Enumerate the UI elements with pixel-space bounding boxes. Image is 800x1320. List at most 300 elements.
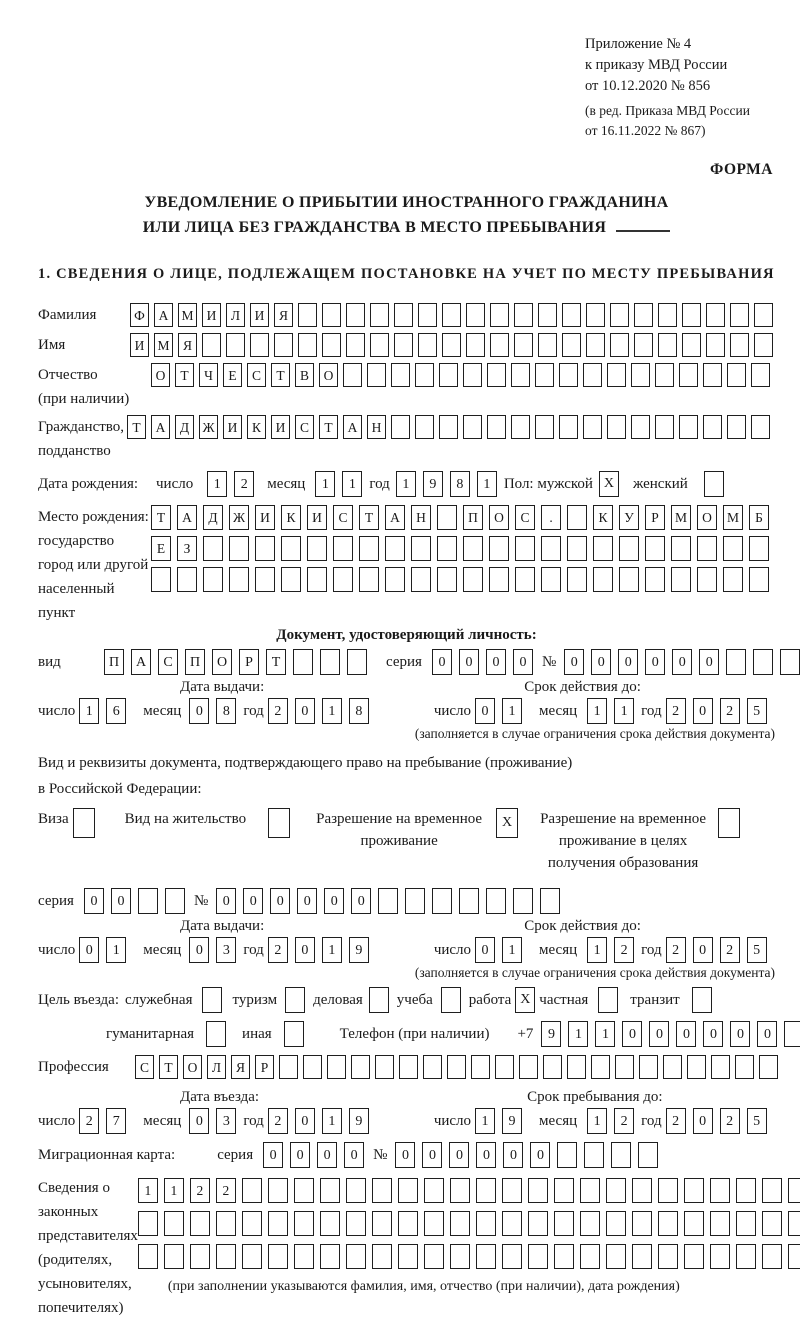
- char-cell[interactable]: [645, 536, 665, 561]
- char-cell[interactable]: [610, 303, 629, 327]
- char-cell[interactable]: [327, 1055, 346, 1079]
- char-cell[interactable]: П: [104, 649, 124, 675]
- char-cell[interactable]: [226, 333, 245, 357]
- char-cell[interactable]: 0: [591, 649, 611, 675]
- char-cell[interactable]: 1: [475, 1108, 495, 1134]
- char-cell[interactable]: [562, 333, 581, 357]
- char-cell[interactable]: 0: [189, 937, 209, 963]
- char-cell[interactable]: Я: [231, 1055, 250, 1079]
- char-cell[interactable]: [294, 1244, 314, 1269]
- char-cell[interactable]: [229, 536, 249, 561]
- char-cell[interactable]: 1: [207, 471, 227, 497]
- char-cell[interactable]: А: [154, 303, 173, 327]
- char-cell[interactable]: [610, 333, 629, 357]
- char-cell[interactable]: 1: [396, 471, 416, 497]
- char-cell[interactable]: [375, 1055, 394, 1079]
- char-cell[interactable]: 0: [530, 1142, 550, 1168]
- char-cell[interactable]: [320, 1178, 340, 1203]
- char-cell[interactable]: [658, 333, 677, 357]
- char-cell[interactable]: 0: [79, 937, 99, 963]
- char-cell[interactable]: [398, 1244, 418, 1269]
- char-cell[interactable]: 0: [459, 649, 479, 675]
- char-cell[interactable]: [322, 303, 341, 327]
- char-cell[interactable]: [307, 567, 327, 592]
- char-cell[interactable]: 0: [344, 1142, 364, 1168]
- char-cell[interactable]: [658, 303, 677, 327]
- char-cell[interactable]: [279, 1055, 298, 1079]
- char-cell[interactable]: [385, 567, 405, 592]
- char-cell[interactable]: [554, 1244, 574, 1269]
- char-cell[interactable]: [476, 1244, 496, 1269]
- char-cell[interactable]: [320, 649, 340, 675]
- char-cell[interactable]: 1: [315, 471, 335, 497]
- char-cell[interactable]: 2: [234, 471, 254, 497]
- purpose-humanitarian-checkbox[interactable]: [206, 1021, 226, 1047]
- char-cell[interactable]: 2: [268, 1108, 288, 1134]
- char-cell[interactable]: [450, 1211, 470, 1236]
- char-cell[interactable]: [638, 1142, 658, 1168]
- char-cell[interactable]: [151, 567, 171, 592]
- char-cell[interactable]: [580, 1211, 600, 1236]
- char-cell[interactable]: [687, 1055, 706, 1079]
- char-cell[interactable]: Я: [178, 333, 197, 357]
- char-cell[interactable]: Я: [274, 303, 293, 327]
- char-cell[interactable]: 0: [189, 698, 209, 724]
- char-cell[interactable]: Т: [359, 505, 379, 530]
- char-cell[interactable]: [190, 1211, 210, 1236]
- char-cell[interactable]: С: [135, 1055, 154, 1079]
- char-cell[interactable]: 1: [502, 937, 522, 963]
- char-cell[interactable]: 0: [622, 1021, 642, 1047]
- char-cell[interactable]: [736, 1244, 756, 1269]
- char-cell[interactable]: [359, 536, 379, 561]
- char-cell[interactable]: [442, 303, 461, 327]
- char-cell[interactable]: В: [295, 363, 314, 387]
- char-cell[interactable]: [385, 536, 405, 561]
- char-cell[interactable]: [735, 1055, 754, 1079]
- char-cell[interactable]: 0: [513, 649, 533, 675]
- char-cell[interactable]: [511, 415, 530, 439]
- char-cell[interactable]: [370, 303, 389, 327]
- char-cell[interactable]: Т: [127, 415, 146, 439]
- char-cell[interactable]: [513, 888, 533, 914]
- char-cell[interactable]: [164, 1244, 184, 1269]
- char-cell[interactable]: [459, 888, 479, 914]
- char-cell[interactable]: [607, 363, 626, 387]
- char-cell[interactable]: [398, 1178, 418, 1203]
- char-cell[interactable]: [706, 333, 725, 357]
- char-cell[interactable]: [679, 415, 698, 439]
- char-cell[interactable]: 0: [645, 649, 665, 675]
- char-cell[interactable]: Ч: [199, 363, 218, 387]
- char-cell[interactable]: [762, 1244, 782, 1269]
- char-cell[interactable]: 0: [111, 888, 131, 914]
- char-cell[interactable]: 0: [432, 649, 452, 675]
- char-cell[interactable]: П: [463, 505, 483, 530]
- char-cell[interactable]: [490, 303, 509, 327]
- char-cell[interactable]: [538, 333, 557, 357]
- char-cell[interactable]: [762, 1178, 782, 1203]
- char-cell[interactable]: [216, 1211, 236, 1236]
- char-cell[interactable]: [255, 536, 275, 561]
- gender-male-checkbox[interactable]: X: [599, 471, 619, 497]
- char-cell[interactable]: [730, 303, 749, 327]
- char-cell[interactable]: [463, 415, 482, 439]
- char-cell[interactable]: [471, 1055, 490, 1079]
- purpose-study-checkbox[interactable]: [441, 987, 461, 1013]
- char-cell[interactable]: [736, 1211, 756, 1236]
- char-cell[interactable]: [528, 1211, 548, 1236]
- char-cell[interactable]: [632, 1211, 652, 1236]
- char-cell[interactable]: [606, 1178, 626, 1203]
- char-cell[interactable]: [697, 567, 717, 592]
- char-cell[interactable]: Ж: [229, 505, 249, 530]
- char-cell[interactable]: [591, 1055, 610, 1079]
- char-cell[interactable]: [567, 505, 587, 530]
- char-cell[interactable]: [559, 415, 578, 439]
- char-cell[interactable]: 1: [164, 1178, 184, 1203]
- char-cell[interactable]: Б: [749, 505, 769, 530]
- char-cell[interactable]: [606, 1211, 626, 1236]
- char-cell[interactable]: [557, 1142, 577, 1168]
- char-cell[interactable]: 5: [747, 1108, 767, 1134]
- char-cell[interactable]: 2: [190, 1178, 210, 1203]
- char-cell[interactable]: [502, 1178, 522, 1203]
- char-cell[interactable]: 0: [295, 1108, 315, 1134]
- char-cell[interactable]: [411, 567, 431, 592]
- char-cell[interactable]: [751, 415, 770, 439]
- char-cell[interactable]: [723, 567, 743, 592]
- char-cell[interactable]: [619, 567, 639, 592]
- char-cell[interactable]: [514, 333, 533, 357]
- char-cell[interactable]: [439, 415, 458, 439]
- char-cell[interactable]: 1: [568, 1021, 588, 1047]
- char-cell[interactable]: 3: [216, 1108, 236, 1134]
- char-cell[interactable]: 2: [666, 937, 686, 963]
- char-cell[interactable]: 0: [324, 888, 344, 914]
- char-cell[interactable]: 0: [486, 649, 506, 675]
- char-cell[interactable]: 1: [587, 937, 607, 963]
- char-cell[interactable]: [450, 1178, 470, 1203]
- char-cell[interactable]: Ж: [199, 415, 218, 439]
- char-cell[interactable]: [216, 1244, 236, 1269]
- char-cell[interactable]: [476, 1211, 496, 1236]
- char-cell[interactable]: И: [307, 505, 327, 530]
- char-cell[interactable]: 0: [693, 1108, 713, 1134]
- char-cell[interactable]: 1: [595, 1021, 615, 1047]
- char-cell[interactable]: Л: [226, 303, 245, 327]
- char-cell[interactable]: 1: [106, 937, 126, 963]
- char-cell[interactable]: [749, 536, 769, 561]
- char-cell[interactable]: [593, 536, 613, 561]
- char-cell[interactable]: [423, 1055, 442, 1079]
- char-cell[interactable]: И: [255, 505, 275, 530]
- char-cell[interactable]: [466, 333, 485, 357]
- char-cell[interactable]: [788, 1211, 800, 1236]
- char-cell[interactable]: 0: [703, 1021, 723, 1047]
- char-cell[interactable]: 2: [614, 937, 634, 963]
- char-cell[interactable]: И: [250, 303, 269, 327]
- char-cell[interactable]: [784, 1021, 800, 1047]
- char-cell[interactable]: О: [212, 649, 232, 675]
- char-cell[interactable]: [736, 1178, 756, 1203]
- char-cell[interactable]: [684, 1211, 704, 1236]
- char-cell[interactable]: [710, 1244, 730, 1269]
- char-cell[interactable]: [519, 1055, 538, 1079]
- char-cell[interactable]: [437, 505, 457, 530]
- char-cell[interactable]: К: [593, 505, 613, 530]
- char-cell[interactable]: 1: [587, 698, 607, 724]
- char-cell[interactable]: 0: [422, 1142, 442, 1168]
- char-cell[interactable]: 8: [216, 698, 236, 724]
- char-cell[interactable]: [554, 1211, 574, 1236]
- char-cell[interactable]: П: [185, 649, 205, 675]
- char-cell[interactable]: 0: [475, 698, 495, 724]
- char-cell[interactable]: [753, 649, 773, 675]
- char-cell[interactable]: 0: [351, 888, 371, 914]
- char-cell[interactable]: 0: [672, 649, 692, 675]
- char-cell[interactable]: [439, 363, 458, 387]
- char-cell[interactable]: 6: [106, 698, 126, 724]
- char-cell[interactable]: С: [515, 505, 535, 530]
- char-cell[interactable]: 5: [747, 698, 767, 724]
- char-cell[interactable]: [343, 363, 362, 387]
- char-cell[interactable]: 1: [138, 1178, 158, 1203]
- char-cell[interactable]: Н: [367, 415, 386, 439]
- char-cell[interactable]: Т: [271, 363, 290, 387]
- char-cell[interactable]: А: [177, 505, 197, 530]
- char-cell[interactable]: 0: [270, 888, 290, 914]
- purpose-transit-checkbox[interactable]: [692, 987, 712, 1013]
- char-cell[interactable]: [658, 1211, 678, 1236]
- char-cell[interactable]: 1: [322, 698, 342, 724]
- char-cell[interactable]: [418, 333, 437, 357]
- char-cell[interactable]: [490, 333, 509, 357]
- char-cell[interactable]: [293, 649, 313, 675]
- char-cell[interactable]: [351, 1055, 370, 1079]
- char-cell[interactable]: [394, 333, 413, 357]
- char-cell[interactable]: [463, 363, 482, 387]
- char-cell[interactable]: 2: [666, 698, 686, 724]
- char-cell[interactable]: [586, 333, 605, 357]
- gender-female-checkbox[interactable]: [704, 471, 724, 497]
- char-cell[interactable]: [658, 1244, 678, 1269]
- char-cell[interactable]: [190, 1244, 210, 1269]
- char-cell[interactable]: [303, 1055, 322, 1079]
- char-cell[interactable]: 0: [676, 1021, 696, 1047]
- char-cell[interactable]: [684, 1244, 704, 1269]
- char-cell[interactable]: [706, 303, 725, 327]
- char-cell[interactable]: И: [202, 303, 221, 327]
- residence-permit-checkbox[interactable]: [268, 808, 290, 838]
- char-cell[interactable]: Ф: [130, 303, 149, 327]
- char-cell[interactable]: [322, 333, 341, 357]
- char-cell[interactable]: 0: [475, 937, 495, 963]
- char-cell[interactable]: [307, 536, 327, 561]
- char-cell[interactable]: [754, 303, 773, 327]
- char-cell[interactable]: [528, 1178, 548, 1203]
- char-cell[interactable]: 0: [290, 1142, 310, 1168]
- char-cell[interactable]: [424, 1178, 444, 1203]
- purpose-business-checkbox[interactable]: [369, 987, 389, 1013]
- char-cell[interactable]: [535, 415, 554, 439]
- char-cell[interactable]: [535, 363, 554, 387]
- char-cell[interactable]: [528, 1244, 548, 1269]
- char-cell[interactable]: [502, 1211, 522, 1236]
- char-cell[interactable]: [780, 649, 800, 675]
- char-cell[interactable]: С: [158, 649, 178, 675]
- char-cell[interactable]: [370, 333, 389, 357]
- char-cell[interactable]: 2: [720, 698, 740, 724]
- char-cell[interactable]: [730, 333, 749, 357]
- char-cell[interactable]: [378, 888, 398, 914]
- char-cell[interactable]: [606, 1244, 626, 1269]
- char-cell[interactable]: Т: [151, 505, 171, 530]
- char-cell[interactable]: [346, 1244, 366, 1269]
- char-cell[interactable]: [476, 1178, 496, 1203]
- char-cell[interactable]: 0: [693, 937, 713, 963]
- char-cell[interactable]: [177, 567, 197, 592]
- char-cell[interactable]: [502, 1244, 522, 1269]
- char-cell[interactable]: 1: [322, 1108, 342, 1134]
- char-cell[interactable]: О: [183, 1055, 202, 1079]
- char-cell[interactable]: [663, 1055, 682, 1079]
- char-cell[interactable]: 0: [649, 1021, 669, 1047]
- char-cell[interactable]: О: [151, 363, 170, 387]
- char-cell[interactable]: 0: [263, 1142, 283, 1168]
- char-cell[interactable]: 2: [666, 1108, 686, 1134]
- char-cell[interactable]: О: [489, 505, 509, 530]
- char-cell[interactable]: [447, 1055, 466, 1079]
- char-cell[interactable]: 0: [189, 1108, 209, 1134]
- char-cell[interactable]: 2: [720, 937, 740, 963]
- char-cell[interactable]: 0: [503, 1142, 523, 1168]
- char-cell[interactable]: [333, 536, 353, 561]
- char-cell[interactable]: [394, 303, 413, 327]
- char-cell[interactable]: [682, 303, 701, 327]
- char-cell[interactable]: [631, 415, 650, 439]
- char-cell[interactable]: [619, 536, 639, 561]
- purpose-work-checkbox[interactable]: X: [515, 987, 535, 1013]
- char-cell[interactable]: [684, 1178, 704, 1203]
- char-cell[interactable]: [584, 1142, 604, 1168]
- char-cell[interactable]: М: [154, 333, 173, 357]
- char-cell[interactable]: [203, 536, 223, 561]
- char-cell[interactable]: [727, 363, 746, 387]
- char-cell[interactable]: [762, 1211, 782, 1236]
- char-cell[interactable]: 2: [216, 1178, 236, 1203]
- temp-residence-education-checkbox[interactable]: [718, 808, 740, 838]
- char-cell[interactable]: 0: [449, 1142, 469, 1168]
- char-cell[interactable]: [333, 567, 353, 592]
- char-cell[interactable]: Е: [223, 363, 242, 387]
- char-cell[interactable]: [391, 363, 410, 387]
- char-cell[interactable]: [580, 1244, 600, 1269]
- char-cell[interactable]: [347, 649, 367, 675]
- char-cell[interactable]: 9: [349, 1108, 369, 1134]
- char-cell[interactable]: [415, 415, 434, 439]
- char-cell[interactable]: [682, 333, 701, 357]
- char-cell[interactable]: Т: [159, 1055, 178, 1079]
- char-cell[interactable]: 9: [502, 1108, 522, 1134]
- char-cell[interactable]: [487, 363, 506, 387]
- char-cell[interactable]: [250, 333, 269, 357]
- char-cell[interactable]: [711, 1055, 730, 1079]
- char-cell[interactable]: [255, 567, 275, 592]
- char-cell[interactable]: М: [671, 505, 691, 530]
- char-cell[interactable]: [268, 1211, 288, 1236]
- purpose-official-checkbox[interactable]: [202, 987, 222, 1013]
- char-cell[interactable]: С: [333, 505, 353, 530]
- char-cell[interactable]: [399, 1055, 418, 1079]
- char-cell[interactable]: [639, 1055, 658, 1079]
- char-cell[interactable]: 0: [757, 1021, 777, 1047]
- char-cell[interactable]: [749, 567, 769, 592]
- char-cell[interactable]: [538, 303, 557, 327]
- char-cell[interactable]: 9: [349, 937, 369, 963]
- char-cell[interactable]: Р: [645, 505, 665, 530]
- char-cell[interactable]: [242, 1211, 262, 1236]
- char-cell[interactable]: 2: [268, 698, 288, 724]
- char-cell[interactable]: Л: [207, 1055, 226, 1079]
- char-cell[interactable]: [515, 536, 535, 561]
- char-cell[interactable]: [372, 1211, 392, 1236]
- char-cell[interactable]: [418, 303, 437, 327]
- char-cell[interactable]: [346, 1178, 366, 1203]
- char-cell[interactable]: [432, 888, 452, 914]
- char-cell[interactable]: [634, 303, 653, 327]
- char-cell[interactable]: [754, 333, 773, 357]
- char-cell[interactable]: [541, 536, 561, 561]
- char-cell[interactable]: [726, 649, 746, 675]
- char-cell[interactable]: [554, 1178, 574, 1203]
- char-cell[interactable]: [411, 536, 431, 561]
- char-cell[interactable]: [138, 888, 158, 914]
- char-cell[interactable]: [632, 1178, 652, 1203]
- char-cell[interactable]: 2: [614, 1108, 634, 1134]
- char-cell[interactable]: [367, 363, 386, 387]
- char-cell[interactable]: [463, 536, 483, 561]
- char-cell[interactable]: [463, 567, 483, 592]
- char-cell[interactable]: [567, 567, 587, 592]
- char-cell[interactable]: М: [178, 303, 197, 327]
- char-cell[interactable]: [607, 415, 626, 439]
- char-cell[interactable]: [495, 1055, 514, 1079]
- char-cell[interactable]: [437, 536, 457, 561]
- char-cell[interactable]: [580, 1178, 600, 1203]
- char-cell[interactable]: [593, 567, 613, 592]
- char-cell[interactable]: [466, 303, 485, 327]
- char-cell[interactable]: [138, 1211, 158, 1236]
- char-cell[interactable]: [138, 1244, 158, 1269]
- char-cell[interactable]: А: [385, 505, 405, 530]
- char-cell[interactable]: А: [151, 415, 170, 439]
- char-cell[interactable]: 1: [477, 471, 497, 497]
- char-cell[interactable]: 1: [502, 698, 522, 724]
- char-cell[interactable]: Д: [203, 505, 223, 530]
- char-cell[interactable]: [202, 333, 221, 357]
- char-cell[interactable]: О: [319, 363, 338, 387]
- char-cell[interactable]: 8: [349, 698, 369, 724]
- char-cell[interactable]: [586, 303, 605, 327]
- char-cell[interactable]: Т: [175, 363, 194, 387]
- char-cell[interactable]: [655, 415, 674, 439]
- char-cell[interactable]: 7: [106, 1108, 126, 1134]
- char-cell[interactable]: 1: [79, 698, 99, 724]
- char-cell[interactable]: .: [541, 505, 561, 530]
- char-cell[interactable]: [788, 1244, 800, 1269]
- char-cell[interactable]: [631, 363, 650, 387]
